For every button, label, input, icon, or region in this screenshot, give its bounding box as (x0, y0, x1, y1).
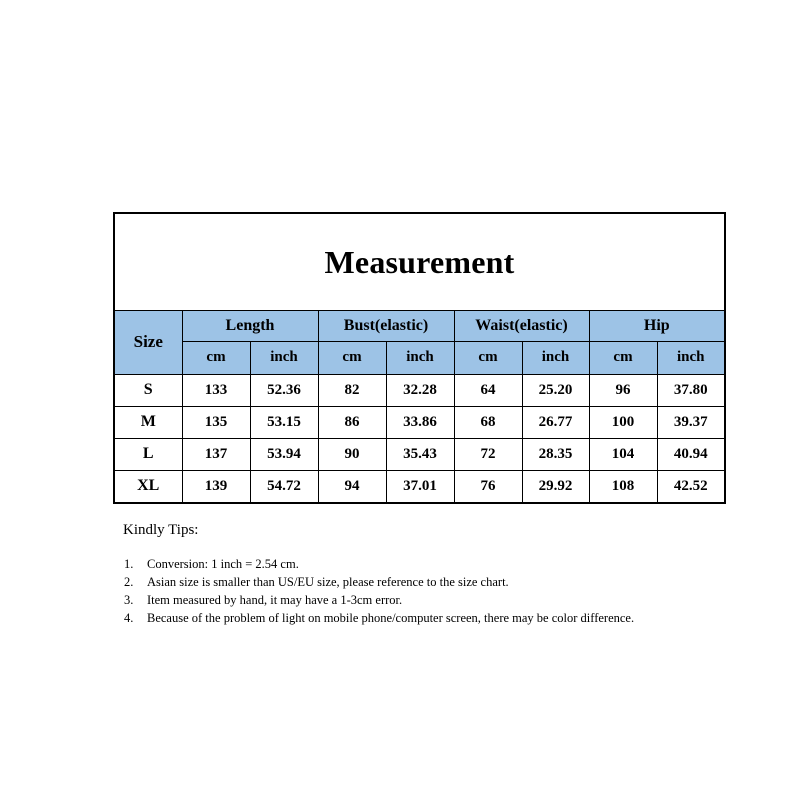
size-cell: XL (114, 470, 182, 503)
unit-header: inch (250, 342, 318, 374)
table-cell: 108 (589, 470, 657, 503)
table-cell: 29.92 (522, 470, 589, 503)
table-row (114, 438, 725, 470)
table-cell: 37.80 (657, 374, 725, 406)
table-cell: 76 (454, 470, 522, 503)
tip-number: 3. (124, 593, 134, 607)
table-cell: 104 (589, 438, 657, 470)
tip-item (123, 609, 683, 627)
table-cell: 139 (182, 470, 250, 503)
table-cell: 54.72 (250, 470, 318, 503)
size-cell: M (114, 406, 182, 438)
table-row (114, 470, 725, 503)
tips-list (123, 555, 683, 627)
unit-header: inch (386, 342, 454, 374)
table-cell: 35.43 (386, 438, 454, 470)
tip-text: Asian size is smaller than US/EU size, please reference to the size chart. (147, 575, 509, 589)
tip-item (123, 573, 683, 591)
table-cell: 32.28 (386, 374, 454, 406)
table-cell: 33.86 (386, 406, 454, 438)
size-cell: L (114, 438, 182, 470)
unit-header: cm (318, 342, 386, 374)
size-chart-table (113, 212, 726, 504)
table-cell: 86 (318, 406, 386, 438)
table-cell: 68 (454, 406, 522, 438)
table-cell: 40.94 (657, 438, 725, 470)
table-cell: 135 (182, 406, 250, 438)
header-row-groups (114, 311, 725, 342)
tip-text: Item measured by hand, it may have a 1-3cm error. (147, 593, 403, 607)
table-cell: 137 (182, 438, 250, 470)
table-cell: 28.35 (522, 438, 589, 470)
tip-number: 1. (124, 557, 134, 571)
table-cell: 53.15 (250, 406, 318, 438)
kindly-tips (123, 522, 683, 627)
tip-text: Conversion: 1 inch = 2.54 cm. (147, 557, 299, 571)
table-cell: 90 (318, 438, 386, 470)
table-cell: 96 (589, 374, 657, 406)
unit-header: inch (657, 342, 725, 374)
table-cell: 42.52 (657, 470, 725, 503)
table-row (114, 374, 725, 406)
table-row (114, 406, 725, 438)
table-cell: 25.20 (522, 374, 589, 406)
unit-header: inch (522, 342, 589, 374)
size-cell: S (114, 374, 182, 406)
table-cell: 82 (318, 374, 386, 406)
group-header-bust: Bust(elastic) (318, 311, 454, 342)
table-cell: 37.01 (386, 470, 454, 503)
tips-title: Kindly Tips: (123, 522, 199, 538)
group-header-hip: Hip (589, 311, 725, 342)
table-title: Measurement (114, 213, 725, 311)
unit-header: cm (454, 342, 522, 374)
size-header: Size (114, 311, 182, 374)
table-cell: 53.94 (250, 438, 318, 470)
tip-item (123, 555, 683, 573)
group-header-length: Length (182, 311, 318, 342)
table-cell: 72 (454, 438, 522, 470)
table-cell: 94 (318, 470, 386, 503)
tip-number: 2. (124, 575, 134, 589)
table-cell: 52.36 (250, 374, 318, 406)
unit-header: cm (182, 342, 250, 374)
tip-text: Because of the problem of light on mobile phone/computer screen, there may be color difference. (147, 611, 635, 625)
table-cell: 100 (589, 406, 657, 438)
group-header-waist: Waist(elastic) (454, 311, 589, 342)
tip-item (123, 591, 683, 609)
table-cell: 26.77 (522, 406, 589, 438)
unit-header: cm (589, 342, 657, 374)
tip-number: 4. (124, 611, 134, 625)
header-row-units (114, 342, 725, 374)
table-cell: 133 (182, 374, 250, 406)
table-cell: 39.37 (657, 406, 725, 438)
table-cell: 64 (454, 374, 522, 406)
